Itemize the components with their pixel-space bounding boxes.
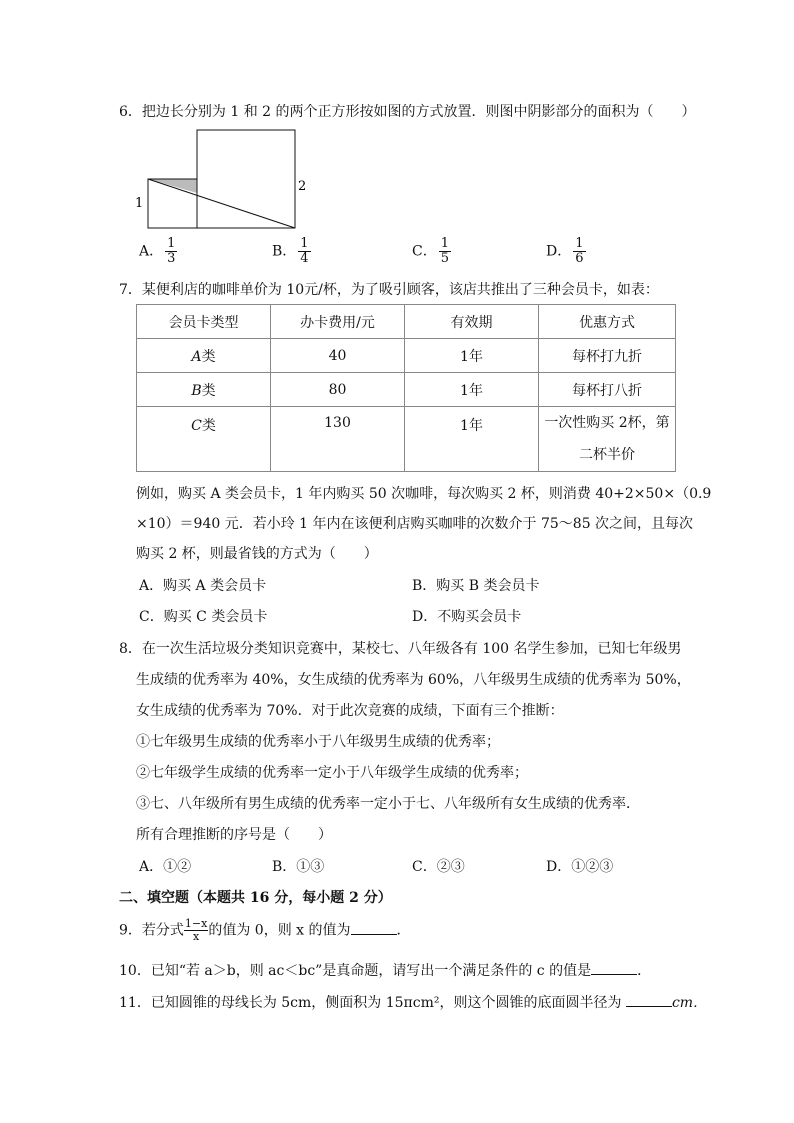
fee-cell: 80: [271, 373, 405, 407]
q9: 9．若分式 $\frac{1-x}{x}$ 的值为 0，则 x 的值为 ．: [119, 917, 411, 943]
q6-stem: 6．把边长分别为 1 和 2 的两个正方形按如图的方式放置．则图中阴影部分的面积为（ ）: [119, 104, 696, 120]
type-cell: C类: [137, 407, 271, 472]
q7-option-d[interactable]: D．不购买会员卡: [412, 609, 522, 625]
q7-option-b[interactable]: B．购买 B 类会员卡: [412, 578, 540, 594]
small-square-label: 1: [135, 196, 144, 211]
period-cell: 1年: [405, 373, 539, 407]
q6-figure: [130, 125, 310, 235]
q11: 11．已知圆锥的母线长为 5cm，侧面积为 15πcm²，则这个圆锥的底面圆半径为 cm．: [119, 992, 707, 1013]
header-cell: 办卡费用/元: [271, 305, 405, 339]
large-square-label: 2: [298, 179, 307, 194]
type-cell: A类: [137, 339, 271, 373]
q6-option-c[interactable]: C． $\frac{1}{5}$: [412, 236, 449, 266]
q8-inference-1: ①七年级男生成绩的优秀率小于八年级男生成绩的优秀率；: [136, 734, 500, 750]
fee-cell: 40: [271, 339, 405, 373]
q7-option-a[interactable]: A．购买 A 类会员卡: [139, 578, 267, 594]
section-title: 二、填空题（本题共 16 分，每小题 2 分）: [119, 890, 392, 906]
q8-option-a[interactable]: A．①②: [139, 859, 192, 875]
q7-option-c[interactable]: C．购买 C 类会员卡: [139, 609, 268, 625]
q6-option-a[interactable]: A． $\frac{1}{3}$: [139, 236, 176, 266]
header-cell: 会员卡类型: [137, 305, 271, 339]
q8-inference-2: ②七年级学生成绩的优秀率一定小于八年级学生成绩的优秀率；: [136, 765, 528, 781]
answer-blank[interactable]: [591, 960, 637, 975]
q9-fraction: $\frac{1-x}{x}$: [184, 917, 208, 943]
answer-blank[interactable]: [351, 920, 397, 935]
q8-line1: 8．在一次生活垃圾分类知识竞赛中，某校七、八年级各有 100 名学生参加，已知七年级男: [119, 641, 682, 657]
q8-inference-3: ③七、八年级所有男生成绩的优秀率一定小于七、八年级所有女生成绩的优秀率．: [136, 796, 640, 812]
table-header-row: [137, 305, 676, 339]
q10: 10．已知“若 a＞b，则 ac＜bc”是真命题，请写出一个满足条件的 c 的值是 ．: [119, 960, 651, 981]
q6-option-b[interactable]: B． $\frac{1}{4}$: [272, 236, 309, 266]
q8-option-d[interactable]: D．①②③: [546, 859, 614, 875]
header-cell: 优惠方式: [539, 305, 676, 339]
q8-line2: 生成绩的优秀率为 40%，女生成绩的优秀率为 60%，八年级男生成绩的优秀率为 50%，: [136, 672, 691, 688]
q7-example-line3: 购买 2 杯，则最省钱的方式为（ ）: [136, 546, 378, 562]
type-cell: B类: [137, 373, 271, 407]
large-square: [197, 130, 295, 228]
period-cell: 1年: [405, 339, 539, 373]
q8-question: 所有合理推断的序号是（ ）: [136, 827, 332, 843]
discount-cell: 每杯打八折: [539, 373, 676, 407]
q7-example-line1: 例如，购买 A 类会员卡，1 年内购买 50 次咖啡，每次购买 2 杯，则消费 40+2×50×（0.9: [136, 486, 712, 502]
table-row: [137, 373, 676, 407]
q8-line3: 女生成绩的优秀率为 70%．对于此次竞赛的成绩，下面有三个推断：: [136, 703, 564, 719]
q8-option-c[interactable]: C．②③: [412, 859, 465, 875]
table-row: [137, 339, 676, 373]
period-cell: 1年: [405, 407, 539, 472]
membership-table: [136, 304, 676, 472]
diagonal-line: [148, 179, 295, 228]
fee-cell: 130: [271, 407, 405, 472]
q7-stem: 7．某便利店的咖啡单价为 10元/杯，为了吸引顾客，该店共推出了三种会员卡，如表：: [119, 282, 659, 298]
answer-blank[interactable]: [626, 992, 672, 1007]
discount-cell: 一次性购买 2杯，第 二杯半价: [539, 407, 676, 472]
discount-cell: 每杯打九折: [539, 339, 676, 373]
table-row: [137, 407, 676, 472]
header-cell: 有效期: [405, 305, 539, 339]
q7-example-line2: ×10）＝940 元．若小玲 1 年内在该便利店购买咖啡的次数介于 75～85 次之间，且每次: [136, 516, 694, 532]
q8-option-b[interactable]: B．①③: [272, 859, 325, 875]
q6-option-d[interactable]: D． $\frac{1}{6}$: [546, 236, 584, 266]
